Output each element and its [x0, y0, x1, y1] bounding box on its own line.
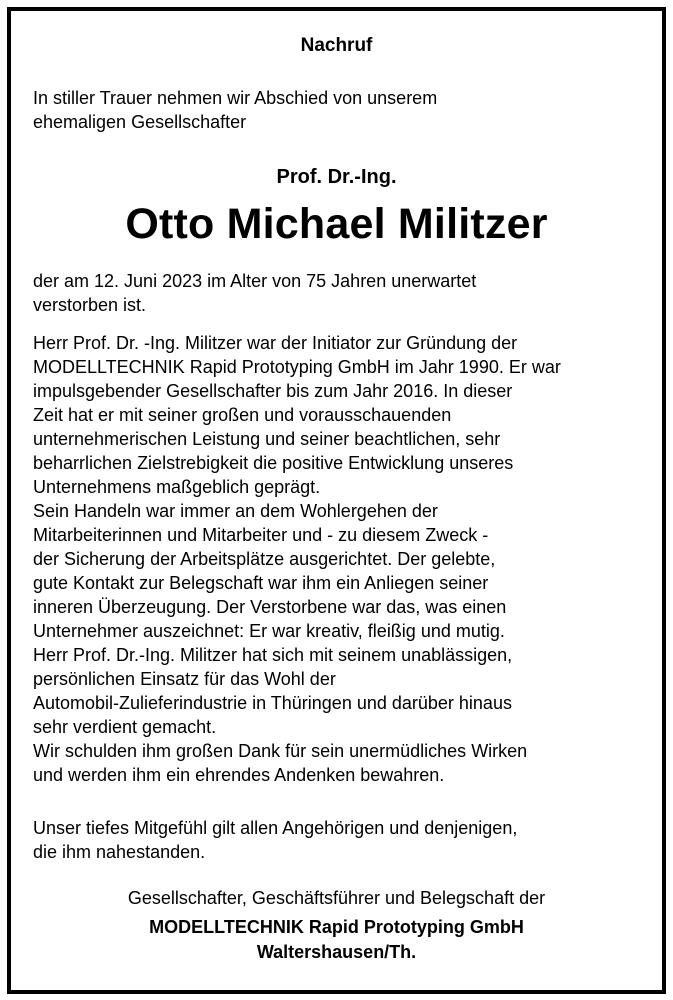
- tribute-line: impulsgebender Gesellschafter bis zum Jahr 2016. In dieser: [33, 381, 513, 401]
- condolence-text: [33, 816, 653, 864]
- intro-line: ehemaligen Gesellschafter: [33, 112, 247, 132]
- tribute-line: gute Kontakt zur Belegschaft war ihm ein Anliegen seiner: [33, 573, 489, 593]
- death-notice: [33, 269, 653, 317]
- academic-title: Prof. Dr.-Ing.: [276, 166, 397, 188]
- tribute-line: und werden ihm ein ehrendes Andenken bewahren.: [33, 765, 445, 785]
- tribute-text: [33, 331, 653, 787]
- tribute-line: Wir schulden ihm großen Dank für sein unermüdliches Wirken: [33, 741, 528, 761]
- tribute-line: Sein Handeln war immer an dem Wohlergehen der: [33, 501, 438, 521]
- company-name: MODELLTECHNIK Rapid Prototyping GmbH: [149, 917, 524, 937]
- tribute-line: Herr Prof. Dr.-Ing. Militzer hat sich mit seinem unablässigen,: [33, 645, 513, 665]
- tribute-line: sehr verdient gemacht.: [33, 717, 217, 737]
- intro-line: In stiller Trauer nehmen wir Abschied von unserem: [33, 88, 438, 108]
- tribute-line: Herr Prof. Dr. -Ing. Militzer war der Initiator zur Gründung der: [33, 333, 518, 353]
- tribute-line: persönlichen Einsatz für das Wohl der: [33, 669, 336, 689]
- condolence-line: die ihm nahestanden.: [33, 842, 206, 862]
- signature-block: [0, 886, 673, 965]
- signature-line: Gesellschafter, Geschäftsführer und Belegschaft der: [127, 888, 546, 908]
- tribute-line: MODELLTECHNIK Rapid Prototyping GmbH im Jahr 1990. Er war: [33, 357, 561, 377]
- death-notice-line: der am 12. Juni 2023 im Alter von 75 Jahren unerwartet: [33, 271, 477, 291]
- tribute-line: Automobil-Zulieferindustrie in Thüringen und darüber hinaus: [33, 693, 512, 713]
- death-notice-line: verstorben ist.: [33, 295, 147, 315]
- tribute-line: beharrlichen Zielstrebigkeit die positive Entwicklung unseres: [33, 453, 514, 473]
- tribute-line: Unternehmens maßgeblich geprägt.: [33, 477, 321, 497]
- tribute-line: Mitarbeiterinnen und Mitarbeiter und - zu diesem Zweck -: [33, 525, 489, 545]
- obituary-heading: Nachruf: [300, 35, 373, 56]
- company-location: Waltershausen/Th.: [256, 942, 417, 962]
- tribute-line: unternehmerischen Leistung und seiner beachtlichen, sehr: [33, 429, 501, 449]
- tribute-line: Unternehmer auszeichnet: Er war kreativ, fleißig und mutig.: [33, 621, 505, 641]
- tribute-line: inneren Überzeugung. Der Verstorbene war das, was einen: [33, 597, 507, 617]
- intro-text: [33, 86, 653, 134]
- tribute-line: Zeit hat er mit seiner großen und vorausschauenden: [33, 405, 452, 425]
- tribute-line: der Sicherung der Arbeitsplätze ausgerichtet. Der gelebte,: [33, 549, 496, 569]
- deceased-name: Otto Michael Militzer: [125, 200, 548, 248]
- condolence-line: Unser tiefes Mitgefühl gilt allen Angehörigen und denjenigen,: [33, 818, 518, 838]
